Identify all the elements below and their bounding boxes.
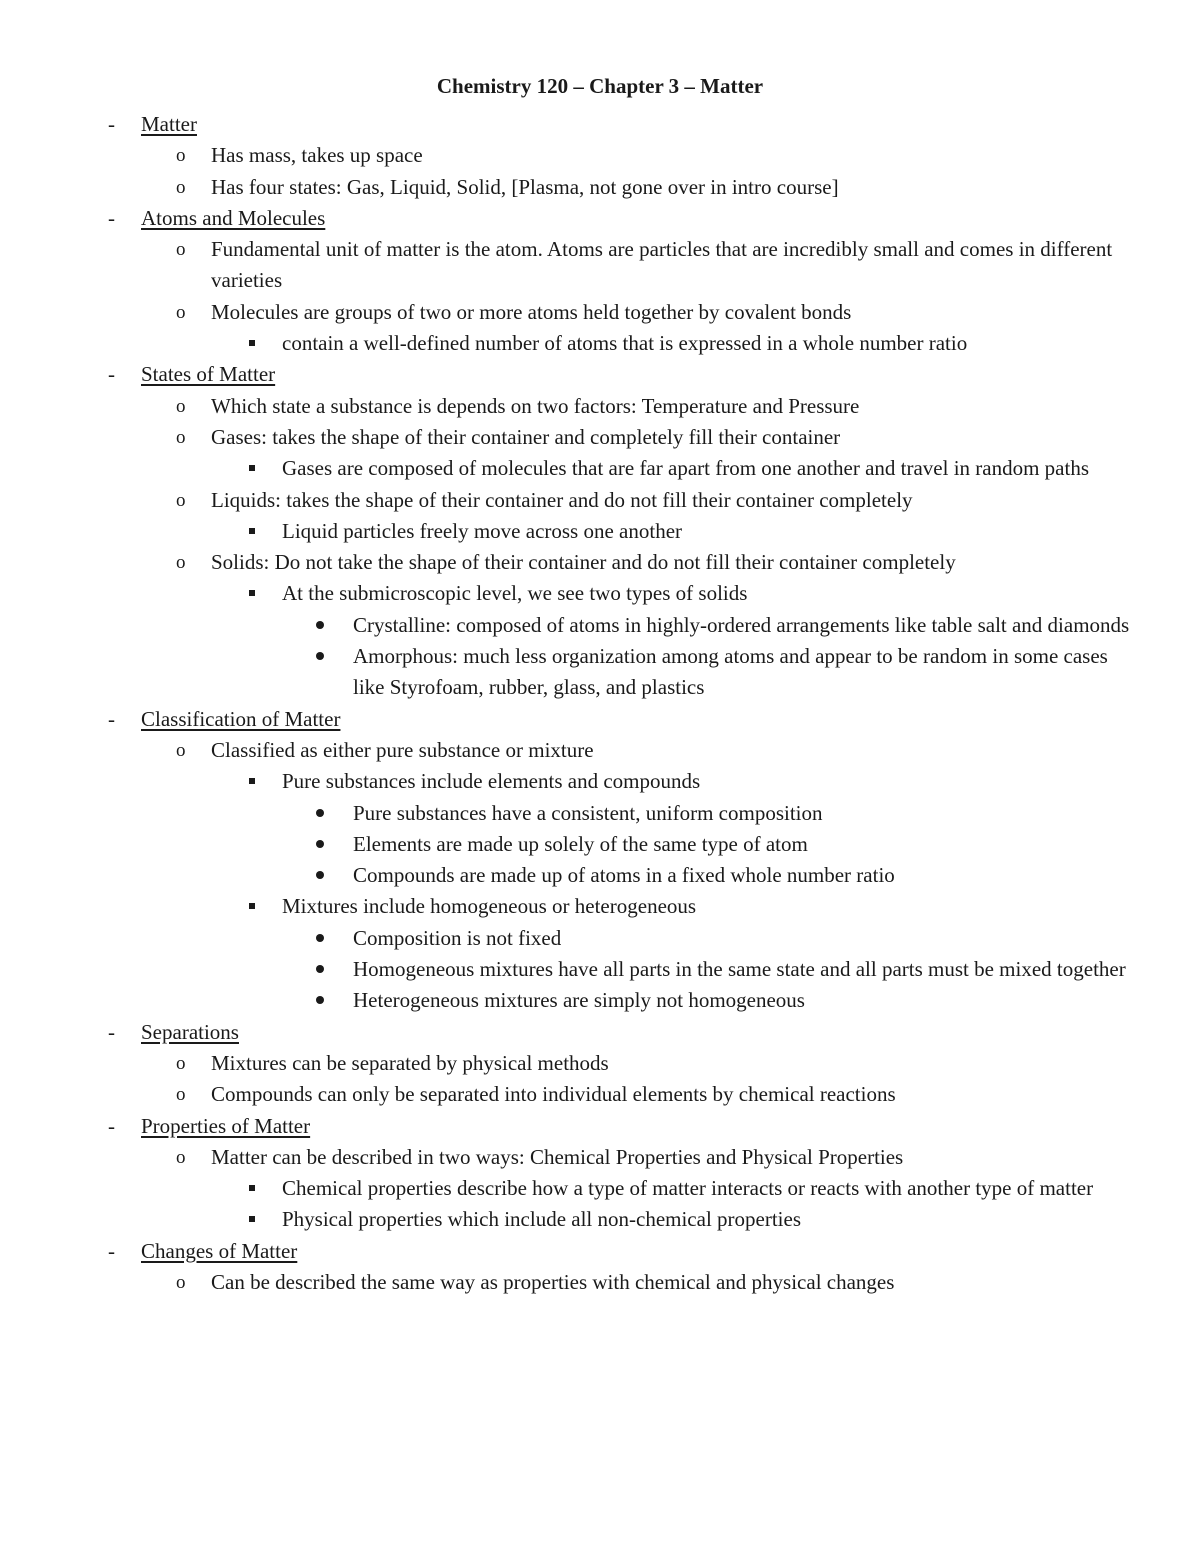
circle-bullet-icon: o bbox=[176, 489, 186, 511]
list-item-text: Crystalline: composed of atoms in highly-ordered arrangements like table salt and diamonds bbox=[353, 612, 1130, 637]
section-heading-item bbox=[0, 1017, 1131, 1048]
list-item bbox=[0, 1204, 1131, 1235]
list-item-text: Molecules are groups of two or more atoms held together by covalent bonds bbox=[211, 299, 852, 324]
section-heading: Separations bbox=[141, 1019, 239, 1044]
circle-bullet-icon: o bbox=[176, 426, 186, 448]
list-item bbox=[0, 547, 1131, 578]
dash-bullet-icon: - bbox=[108, 706, 115, 731]
section-heading: States of Matter bbox=[141, 362, 276, 387]
list-item-text: Chemical properties describe how a type of matter interacts or reacts with another type of matter bbox=[282, 1176, 1094, 1201]
list-item bbox=[0, 610, 1131, 641]
section-heading-item bbox=[0, 1111, 1131, 1142]
list-item bbox=[0, 891, 1131, 922]
list-item bbox=[0, 297, 1131, 328]
section-heading-item bbox=[0, 359, 1131, 390]
list-item bbox=[0, 829, 1131, 860]
list-item bbox=[0, 766, 1131, 797]
list-item bbox=[0, 1079, 1131, 1110]
list-item bbox=[0, 140, 1131, 171]
list-item-text: Mixtures include homogeneous or heterogeneous bbox=[282, 894, 697, 919]
section-heading: Matter bbox=[141, 112, 197, 136]
list-item bbox=[0, 735, 1131, 766]
list-item-text: Pure substances have a consistent, uniform composition bbox=[353, 800, 823, 825]
list-item bbox=[0, 453, 1131, 484]
list-item bbox=[0, 328, 1131, 359]
circle-bullet-icon: o bbox=[176, 301, 186, 323]
list-item-text: Can be described the same way as properties with chemical and physical changes bbox=[211, 1269, 895, 1294]
list-item bbox=[0, 954, 1131, 985]
dash-bullet-icon: - bbox=[108, 1019, 115, 1044]
list-item bbox=[0, 923, 1131, 954]
list-item-text: Gases: takes the shape of their container and completely fill their container bbox=[211, 424, 841, 449]
list-item-text: Pure substances include elements and compounds bbox=[282, 769, 701, 794]
list-item bbox=[0, 641, 1131, 704]
dash-bullet-icon: - bbox=[108, 362, 115, 387]
list-item-text: Classified as either pure substance or mixture bbox=[211, 737, 594, 762]
list-item-text: contain a well-defined number of atoms that is expressed in a whole number ratio bbox=[282, 331, 968, 356]
list-item bbox=[0, 391, 1131, 422]
circle-bullet-icon: o bbox=[176, 1084, 186, 1106]
dash-bullet-icon: - bbox=[108, 1238, 115, 1263]
document-title: Chemistry 120 – Chapter 3 – Matter bbox=[436, 74, 764, 98]
section-heading-item bbox=[0, 1236, 1131, 1267]
list-item-text: Solids: Do not take the shape of their container and do not fill their container completely bbox=[211, 550, 956, 575]
list-item bbox=[0, 234, 1131, 297]
list-item-text: Physical properties which include all non-chemical properties bbox=[282, 1207, 802, 1232]
list-item-text: Has four states: Gas, Liquid, Solid, [Plasma, not gone over in intro course] bbox=[211, 174, 839, 199]
list-item bbox=[0, 485, 1131, 516]
section-heading: Classification of Matter bbox=[141, 706, 341, 731]
list-item bbox=[0, 985, 1131, 1016]
list-item-text: Compounds can only be separated into individual elements by chemical reactions bbox=[211, 1082, 896, 1107]
circle-bullet-icon: o bbox=[176, 1271, 186, 1293]
list-item bbox=[0, 172, 1131, 203]
dash-bullet-icon: - bbox=[108, 205, 115, 230]
circle-bullet-icon: o bbox=[176, 1146, 186, 1168]
section-heading: Changes of Matter bbox=[141, 1238, 298, 1263]
circle-bullet-icon: o bbox=[176, 1052, 186, 1074]
circle-bullet-icon: o bbox=[176, 552, 186, 574]
list-item bbox=[0, 860, 1131, 891]
list-item-text: Homogeneous mixtures have all parts in the same state and all parts must be mixed together bbox=[353, 957, 1126, 982]
list-item-text: Which state a substance is depends on two factors: Temperature and Pressure bbox=[211, 393, 860, 418]
section-heading-item bbox=[0, 704, 1131, 735]
section-heading-item bbox=[0, 203, 1131, 234]
section-heading: Atoms and Molecules bbox=[141, 205, 326, 230]
list-item-text: Heterogeneous mixtures are simply not homogeneous bbox=[353, 988, 805, 1013]
circle-bullet-icon: o bbox=[176, 239, 186, 261]
list-item bbox=[0, 1267, 1131, 1298]
list-item-text: Fundamental unit of matter is the atom. Atoms are particles that are incredibly small and comes in different varieties bbox=[211, 237, 1113, 293]
section-heading: Properties of Matter bbox=[141, 1113, 311, 1138]
list-item bbox=[0, 1048, 1131, 1079]
section-heading-item bbox=[0, 109, 1131, 140]
list-item bbox=[0, 1142, 1131, 1173]
circle-bullet-icon: o bbox=[176, 739, 186, 761]
outline-list bbox=[0, 109, 1200, 1298]
list-item-text: Liquids: takes the shape of their container and do not fill their container completely bbox=[211, 487, 913, 512]
list-item-text: Amorphous: much less organization among atoms and appear to be random in some cases like Styrofoam, rubber, glass, and plastics bbox=[353, 644, 1108, 700]
list-item-text: Mixtures can be separated by physical methods bbox=[211, 1050, 609, 1075]
list-item-text: At the submicroscopic level, we see two types of solids bbox=[282, 581, 748, 606]
list-item-text: Composition is not fixed bbox=[353, 925, 562, 950]
list-item-text: Liquid particles freely move across one another bbox=[282, 518, 683, 543]
list-item bbox=[0, 516, 1131, 547]
list-item-text: Matter can be described in two ways: Chemical Properties and Physical Properties bbox=[211, 1144, 904, 1169]
circle-bullet-icon: o bbox=[176, 145, 186, 167]
list-item bbox=[0, 1173, 1131, 1204]
circle-bullet-icon: o bbox=[176, 395, 186, 417]
list-item-text: Compounds are made up of atoms in a fixed whole number ratio bbox=[353, 863, 895, 888]
list-item bbox=[0, 422, 1131, 453]
list-item-text: Has mass, takes up space bbox=[211, 143, 423, 168]
circle-bullet-icon: o bbox=[176, 176, 186, 198]
list-item bbox=[0, 798, 1131, 829]
list-item-text: Gases are composed of molecules that are far apart from one another and travel in random paths bbox=[282, 456, 1090, 481]
dash-bullet-icon: - bbox=[108, 112, 115, 136]
dash-bullet-icon: - bbox=[108, 1113, 115, 1138]
list-item-text: Elements are made up solely of the same type of atom bbox=[353, 831, 808, 856]
list-item bbox=[0, 578, 1131, 609]
